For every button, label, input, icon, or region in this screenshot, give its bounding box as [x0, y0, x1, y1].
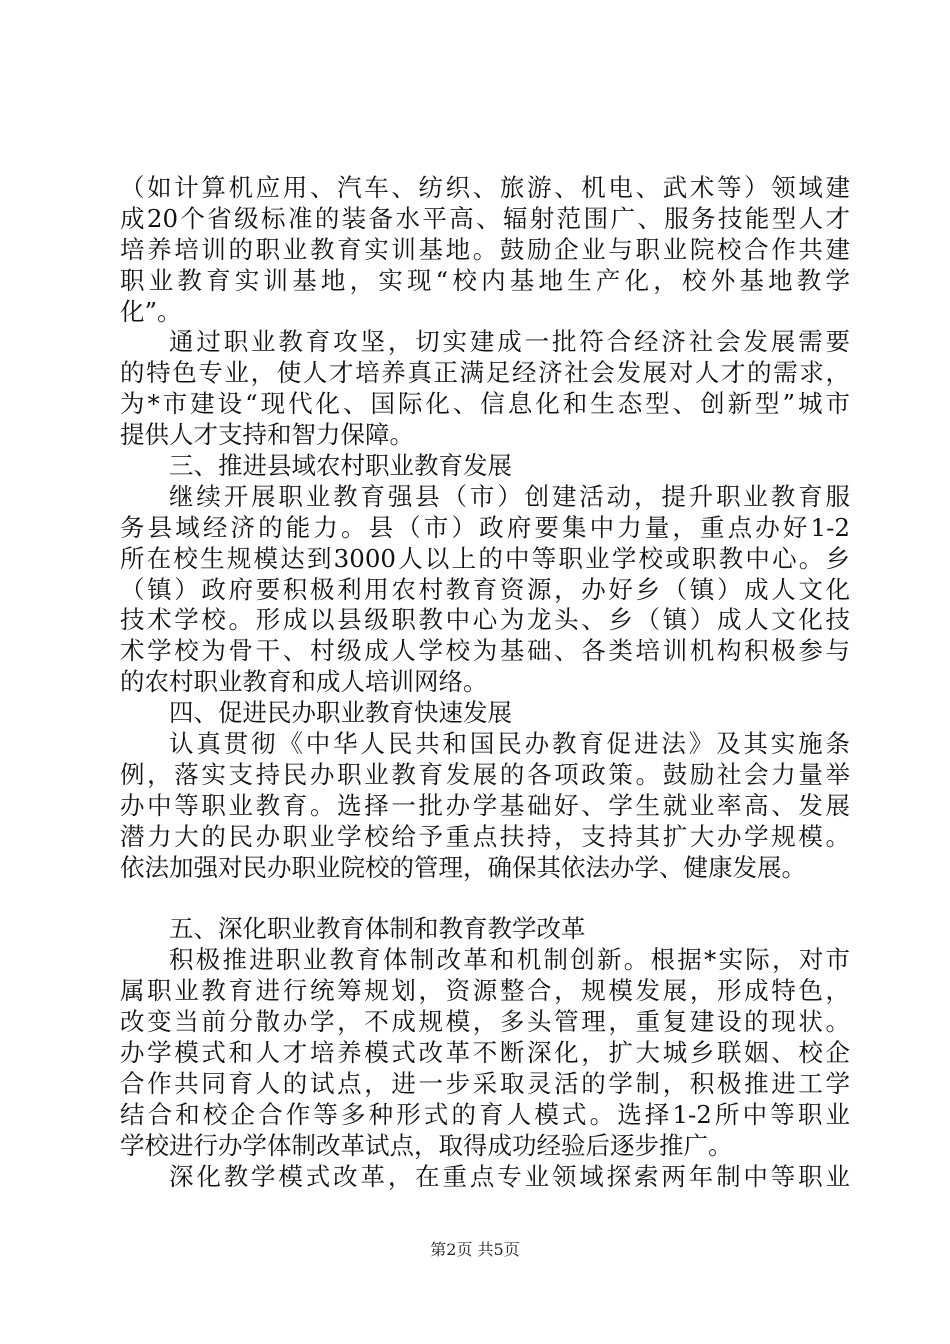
section-heading: 五、深化职业教育体制和教育教学改革 — [169, 914, 586, 944]
text-line: 积极推进职业教育体制改革和机制创新。根据*实际，对市 — [169, 945, 850, 975]
text-line: 化”。 — [120, 296, 182, 326]
section-heading: 四、促进民办职业教育快速发展 — [169, 698, 512, 728]
text-line: 继续开展职业教育强县（市）创建活动，提升职业教育服 — [169, 481, 850, 511]
section-heading: 三、推进县域农村职业教育发展 — [169, 451, 512, 481]
paragraph-gap — [120, 883, 850, 914]
text-line: （镇）政府要积极利用农村教育资源，办好乡（镇）成人文化 — [120, 574, 850, 604]
text-line: 的特色专业，使人才培养真正满足经济社会发展对人才的需求， — [120, 358, 850, 388]
text-line: 职业教育实训基地，实现“校内基地生产化，校外基地教学 — [120, 265, 850, 295]
text-line: 潜力大的民办职业学校给予重点扶持，支持其扩大办学规模。 — [120, 821, 850, 851]
text-line: 改变当前分散办学，不成规模，多头管理，重复建设的现状。 — [120, 1007, 850, 1037]
text-line: 依法加强对民办职业院校的管理，确保其依法办学、健康发展。 — [120, 852, 806, 882]
text-line: 属职业教育进行统筹规划，资源整合，规模发展，形成特色， — [120, 976, 850, 1006]
text-line: 深化教学模式改革，在重点专业领域探索两年制中等职业 — [169, 1161, 850, 1191]
text-line: 技术学校。形成以县级职教中心为龙头、乡（镇）成人文化技 — [120, 605, 850, 635]
text-line: 提供人才支持和智力保障。 — [120, 420, 414, 450]
document-body — [120, 173, 850, 1193]
page-number-footer: 第2页 共5页 — [430, 1240, 520, 1259]
text-line: 务县域经济的能力。县（市）政府要集中力量，重点办好1-2 — [120, 512, 850, 542]
text-line: 所在校生规模达到3000人以上的中等职业学校或职教中心。乡 — [120, 543, 850, 573]
text-line: 合作共同育人的试点，进一步采取灵活的学制，积极推进工学 — [120, 1068, 850, 1098]
text-line: （如计算机应用、汽车、纺织、旅游、机电、武术等）领域建 — [120, 173, 850, 202]
text-line: 例，落实支持民办职业教育发展的各项政策。鼓励社会力量举 — [120, 759, 850, 789]
text-line: 学校进行办学体制改革试点，取得成功经验后逐步推广。 — [120, 1130, 733, 1160]
text-line: 成20个省级标准的装备水平高、辐射范围广、服务技能型人才 — [120, 203, 850, 233]
text-line: 办中等职业教育。选择一批办学基础好、学生就业率高、发展 — [120, 790, 850, 820]
text-line: 办学模式和人才培养模式改革不断深化，扩大城乡联姻、校企 — [120, 1038, 850, 1068]
text-line: 认真贯彻《中华人民共和国民办教育促进法》及其实施条 — [169, 729, 850, 759]
text-line: 培养培训的职业教育实训基地。鼓励企业与职业院校合作共建 — [120, 234, 850, 264]
text-line: 术学校为骨干、村级成人学校为基础、各类培训机构积极参与 — [120, 636, 850, 666]
text-line: 通过职业教育攻坚，切实建成一批符合经济社会发展需要 — [169, 327, 850, 357]
text-line: 的农村职业教育和成人培训网络。 — [120, 667, 488, 697]
text-line: 结合和校企合作等多种形式的育人模式。选择1-2所中等职业 — [120, 1099, 850, 1129]
text-line: 为*市建设“现代化、国际化、信息化和生态型、创新型”城市 — [120, 389, 850, 419]
